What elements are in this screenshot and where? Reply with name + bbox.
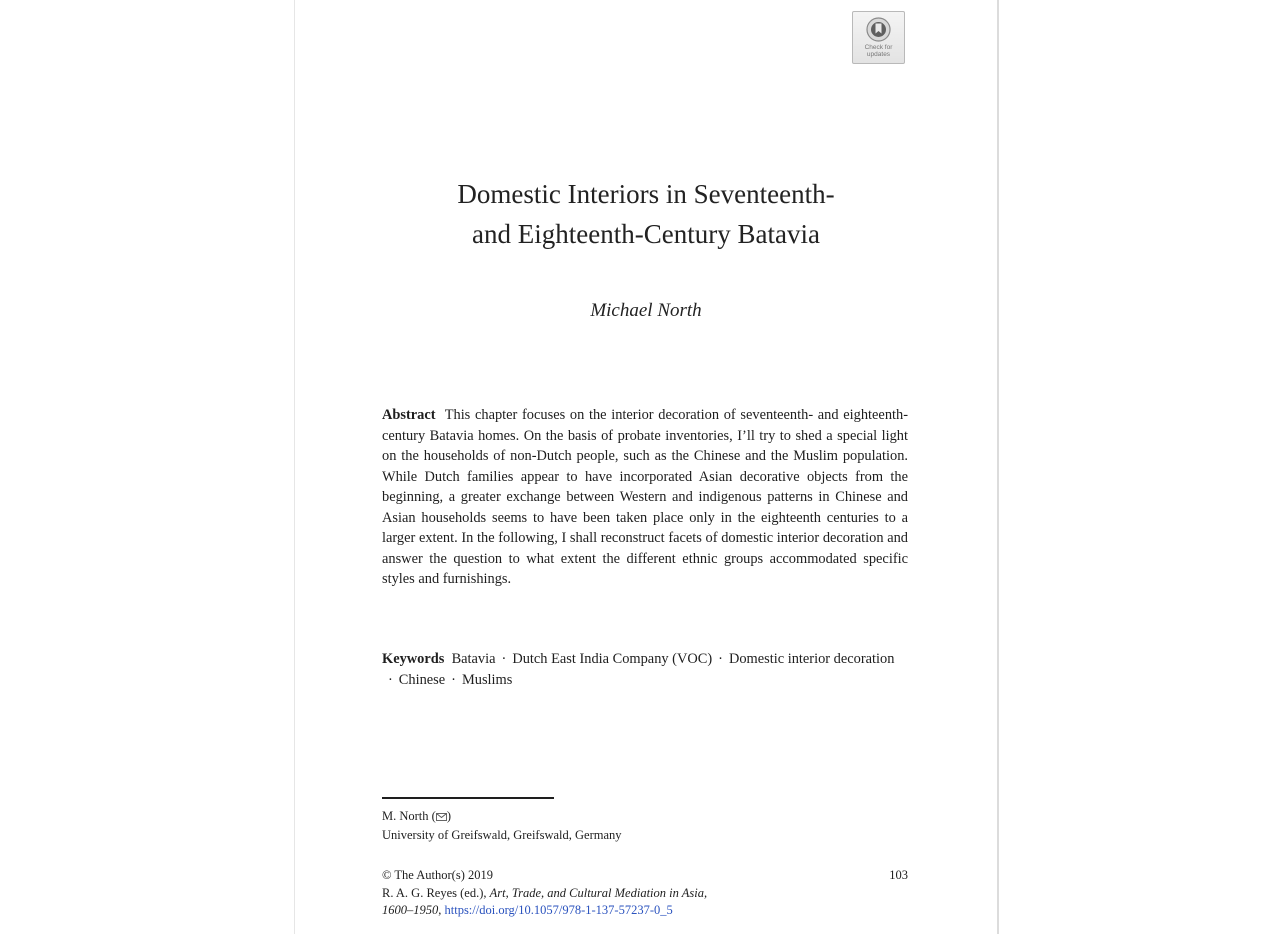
- keyword-separator: ·: [451, 671, 456, 688]
- keywords: [382, 649, 908, 690]
- pdf-page: [295, 0, 997, 934]
- keyword: Dutch East India Company (VOC): [512, 651, 713, 667]
- copyright-block: [382, 867, 908, 920]
- keyword: Batavia: [451, 651, 496, 667]
- corresponding-author-suffix: ): [446, 809, 451, 823]
- doi-link[interactable]: https://doi.org/10.1057/978-1-137-57237-0_5: [444, 903, 673, 917]
- envelope-icon[interactable]: [436, 813, 447, 821]
- institution: University of Greifswald, Greifswald, Germany: [382, 828, 622, 842]
- author-name: Michael North: [590, 300, 702, 321]
- badge-label-line-1: Check for: [864, 44, 893, 51]
- page-number: 103: [889, 868, 908, 882]
- check-for-updates-badge[interactable]: [852, 11, 905, 64]
- corresponding-author-name: M. North (: [382, 809, 436, 823]
- keyword: Muslims: [461, 671, 513, 688]
- corresponding-author: [382, 807, 908, 826]
- crossmark-icon: [866, 17, 891, 42]
- keywords-label: Keywords: [382, 651, 445, 667]
- page-right-edge: [997, 0, 999, 934]
- keyword-separator: ·: [501, 651, 507, 667]
- badge-label-line-2: updates: [866, 51, 891, 58]
- citation-book-title: Art, Trade, and Cultural Mediation in Asia,: [489, 885, 708, 900]
- citation-editor: R. A. G. Reyes (ed.),: [382, 885, 490, 900]
- copyright-line: © The Author(s) 2019: [382, 868, 493, 882]
- badge-label: [853, 44, 904, 58]
- author-affiliation: [382, 807, 908, 845]
- chapter-title-line-2: and Eighteenth-Century Batavia: [472, 219, 820, 249]
- keyword: Domestic interior decoration: [728, 651, 895, 667]
- chapter-title: [295, 174, 997, 254]
- abstract-label: Abstract: [382, 407, 436, 423]
- citation-line-1: [382, 885, 908, 903]
- footnote-divider: [382, 797, 554, 799]
- keyword-separator: ·: [718, 651, 723, 667]
- abstract-text: This chapter focuses on the interior decoration of seventeenth- and eighteenth-century Batavia homes. On the basis of probate inventories, I’ll try to shed a special light on the households of non-Dutch people, such as the Chinese and the Muslim population. While Dutch families appear to have incorporated Asian decorative objects from the beginning, a greater exchange between Western and indigenous patterns in Chinese and Asian households seems to have been taken place only in the eighteenth centuries to a larger extent. In the following, I shall reconstruct facets of domestic interior decoration and answer the question to what extent the different ethnic groups accommodated specific styles and furnishings.: [382, 407, 909, 587]
- keyword: Chinese: [398, 671, 446, 688]
- abstract: [382, 405, 908, 590]
- keyword-separator: ·: [388, 671, 393, 688]
- citation-separator: ,: [438, 903, 445, 917]
- chapter-title-line-1: Domestic Interiors in Seventeenth-: [457, 179, 835, 209]
- citation-line-2: [382, 902, 908, 920]
- citation-book-years: 1600–1950: [382, 903, 439, 917]
